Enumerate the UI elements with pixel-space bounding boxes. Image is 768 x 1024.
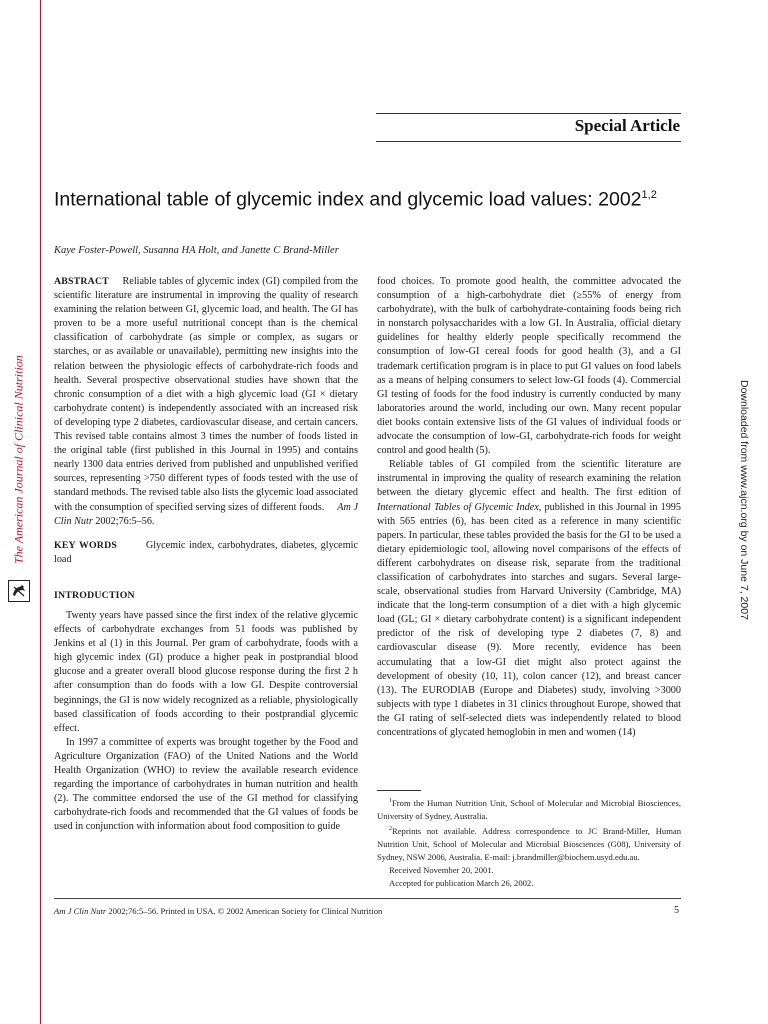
- left-margin-rule: [40, 0, 41, 1024]
- authors: Kaye Foster-Powell, Susanna HA Holt, and Janette C Brand-Miller: [54, 245, 339, 256]
- intro-heading: INTRODUCTION: [54, 589, 135, 601]
- keywords-label: KEY WORDS: [54, 539, 118, 551]
- footer-citation: [54, 906, 382, 916]
- section-rule-bottom: [376, 141, 681, 142]
- right-p2-part-a: Reliable tables of GI compiled from the scientific literature are instrumental in improving the quality of research examining the relation between the dietary glycemic effect and health. The first edition of: [377, 459, 681, 499]
- footnote-2-mark: 2: [389, 825, 392, 832]
- keywords: [54, 539, 358, 567]
- footnote-2-text: Reprints not available. Address correspondence to JC Brand-Miller, Human Nutrition Unit, School of Molecular and Microbial Biosciences (G08), University of Sydney, NSW 2006, Australia. E-mail: j.brandmiller@biochem.usyd.edu.au.: [377, 825, 681, 862]
- intro-paragraph-2: In 1997 a committee of experts was brought together by the Food and Agriculture Organization (FAO) of the United Nations and the World Health Organization (WHO) to review the available research evidence regarding the importance of carbohydrates in human nutrition and health (2). The committee endorsed the use of the GI method for classifying carbohydrate-rich foods and recommended that the GI values of foods be used in conjunction with information about food composition to guide: [54, 736, 358, 833]
- right-paragraph-1: food choices. To promote good health, the committee advocated the consumption of a high-carbohydrate diet (≥55% of energy from carbohydrate), with the bulk of carbohydrate-containing foods being rich in nonstarch polysaccharides with a low GI. In Australia, official dietary guidelines for healthy elderly people specifically recommend the consumption of low-GI cereal foods for good health (3), and a GI trademark certification program is in place to put GI values on food labels as a means of helping consumers to select low-GI foods (4). Commercial GI testing of foods for the food industry is currently conducted by many laboratories around the world, including our own. Many recent popular diet books contain extensive lists of the GI values of individual foods or advocate the consumption of low-GI, carbohydrate-rich foods for weight control and good health (5).: [377, 276, 681, 457]
- footnote-1: [377, 795, 681, 823]
- footnote-2: [377, 823, 681, 864]
- title-footnote-marks: 1,2: [641, 189, 657, 201]
- journal-name-vertical: The American Journal of Clinical Nutrition: [11, 355, 26, 565]
- intro-paragraph-1: Twenty years have passed since the first index of the relative glycemic effects of carbohydrate exchanges from 51 foods was published by Jenkins et al (1) in this Journal. Per gram of carbohydrate, foods with a high glycemic index (GI) produce a higher peak in postprandial blood glucose and a greater overall blood glucose response during the first 2 h after consumption than do foods with a low GI. Despite controversial beginnings, the GI is now widely recognized as a reliable, physiologically based classification of foods according to their postprandial glycemic effect.: [54, 609, 358, 734]
- footnote-1-text: From the Human Nutrition Unit, School of Molecular and Microbial Biosciences, University of Sydney, Australia.: [377, 797, 681, 821]
- footnote-1-mark: 1: [389, 798, 392, 804]
- right-p2-part-b: , published in this Journal in 1995 with 565 entries (6), has been cited as a reference in many scientific papers. In particular, these tables provided the basis for the GI to be used a dietary epidemiologic tool, allowing novel comparisons of the effects of different carbohydrates on disease risk, separate from the traditional classification of carbohydrates into starches and sugars. Several large-scale, observational studies from Harvard University (Cambridge, MA) indicate that the long-term consumption of a diet with a high glycemic load (GL; GI × dietary carbohydrate content) is a significant independent predictor of the risk of developing type 2 diabetes (7, 8) and cardiovascular disease (9). More recently, evidence has been accumulating that a low-GI diet might also protect against the development of obesity (10, 11), colon cancer (12), and breast cancer (13). The EURODIAB (Europe and Diabetes) study, involving >3000 subjects with type 1 diabetes in 31 clinics throughout Europe, showed that the GI rating of self-selected diets was independently related to blood concentrations of glycated hemoglobin in men and women (14): [377, 501, 681, 738]
- accepted-date: Accepted for publication March 26, 2002.: [389, 877, 534, 888]
- right-p2-italic-title: International Tables of Glycemic Index: [377, 501, 539, 513]
- footer-rule: [54, 898, 681, 899]
- abstract-label: ABSTRACT: [54, 276, 109, 287]
- abstract-citation: Am J Clin Nutr: [54, 501, 358, 527]
- section-label: Special Article: [574, 116, 680, 135]
- article-title: [54, 183, 674, 212]
- section-rule-top: [376, 113, 681, 114]
- footer-citation-rest: 2002;76:5–56. Printed in USA. © 2002 American Society for Clinical Nutrition: [106, 906, 383, 916]
- footer-journal-abbrev: Am J Clin Nutr: [54, 906, 107, 916]
- left-column: [54, 275, 358, 834]
- received-date: Received November 20, 2001.: [389, 864, 494, 875]
- abstract: [54, 275, 358, 529]
- right-paragraph-2: [377, 458, 681, 740]
- keywords-text: Glycemic index, carbohydrates, diabetes, glycemic load: [54, 539, 358, 565]
- download-watermark: Downloaded from www.ajcn.org by on June 7, 2007: [738, 380, 750, 620]
- right-column: [377, 275, 681, 740]
- journal-logo-icon: [8, 580, 30, 602]
- abstract-text: Reliable tables of glycemic index (GI) compiled from the scientific literature are instrumental in improving the quality of research examining the relation between GI, glycemic load, and health. The GI has proven to be a more useful nutritional concept than is the chemical classification of carbohydrate (as simple or complex, as sugars or starches, or as available or unavailable), permitting new insights into the relation between the physiologic effects of carbohydrate-rich foods and health. Several prospective observational studies have shown that the chronic consumption of a diet with a high glycemic load (GI × dietary carbohydrate content) is independently associated with an increased risk of developing type 2 diabetes, cardiovascular disease, and certain cancers. This revised table contains almost 3 times the number of foods listed in the original table (first published in this Journal in 1995) and contains nearly 1300 data entries derived from published and unpublished verified sources, representing >750 different types of foods tested with the use of standard methods. The revised table also lists the glycemic load associated with the consumption of specified serving sizes of different foods.: [54, 276, 359, 513]
- page-number: 5: [674, 905, 679, 916]
- footnote-rule: [377, 790, 421, 791]
- abstract-citation-tail: 2002;76:5–56.: [95, 515, 155, 527]
- footnotes: [377, 795, 681, 890]
- title-text: International table of glycemic index and glycemic load values: 2002: [54, 188, 642, 211]
